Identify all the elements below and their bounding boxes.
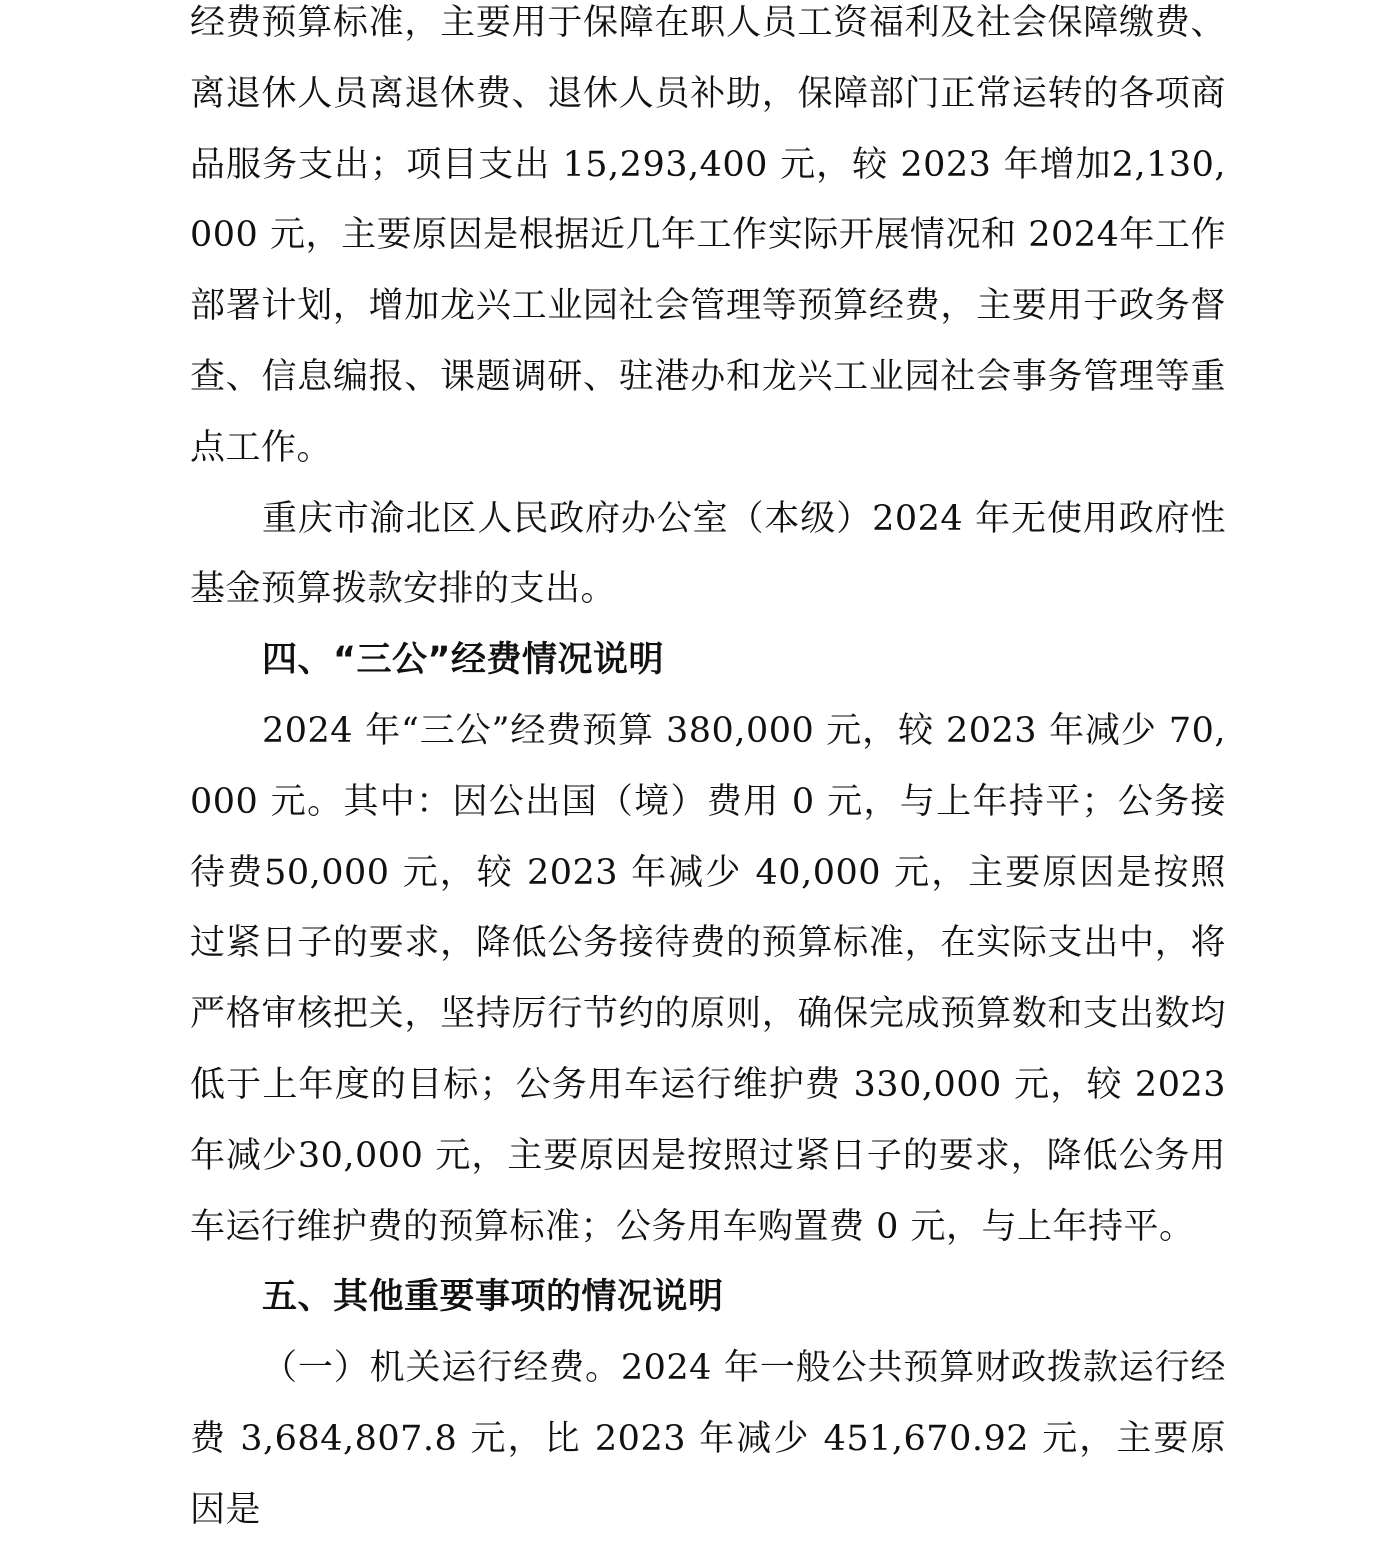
body-paragraph-budget-standard: 经费预算标准，主要用于保障在职人员工资福利及社会保障缴费、离退休人员离退休费、退休人员补助，保障部门正常运转的各项商品服务支出；项目支出 15,293,400 元，较 2023 年增加2,130,000 元，主要原因是根据近几年工作实际开展情况和 2024年工作部署计划，增加龙兴工业园社会管理等预算经费，主要用于政务督查、信息编报、课题调研、驻港办和龙兴工业园社会事务管理等重点工作。 [190,3,1226,468]
document-page [190,0,1226,1546]
section-heading-other-matters: 五、其他重要事项的情况说明 [262,1277,724,1318]
body-paragraph-government-fund: 重庆市渝北区人民政府办公室（本级）2024 年无使用政府性基金预算拨款安排的支出。 [190,498,1226,610]
body-paragraph-operating-expenses: （一）机关运行经费。2024 年一般公共预算财政拨款运行经费 3,684,807.8 元，比 2023 年减少 451,670.92 元，主要原因是 [190,1348,1226,1530]
section-heading-three-public-expenses: 四、“三公”经费情况说明 [262,640,665,681]
body-paragraph-three-public-expenses: 2024 年“三公”经费预算 380,000 元，较 2023 年减少 70,000 元。其中：因公出国（境）费用 0 元，与上年持平；公务接待费50,000 元，较 2023 年减少 40,000 元，主要原因是按照过紧日子的要求，降低公务接待费的预算标准，在实际支出中，将严格审核把关，坚持厉行节约的原则，确保完成预算数和支出数均低于上年度的目标；公务用车运行维护费 330,000 元，较 2023 年减少30,000 元，主要原因是按照过紧日子的要求，降低公务用车运行维护费的预算标准；公务用车购置费 0 元，与上年持平。 [190,710,1226,1247]
